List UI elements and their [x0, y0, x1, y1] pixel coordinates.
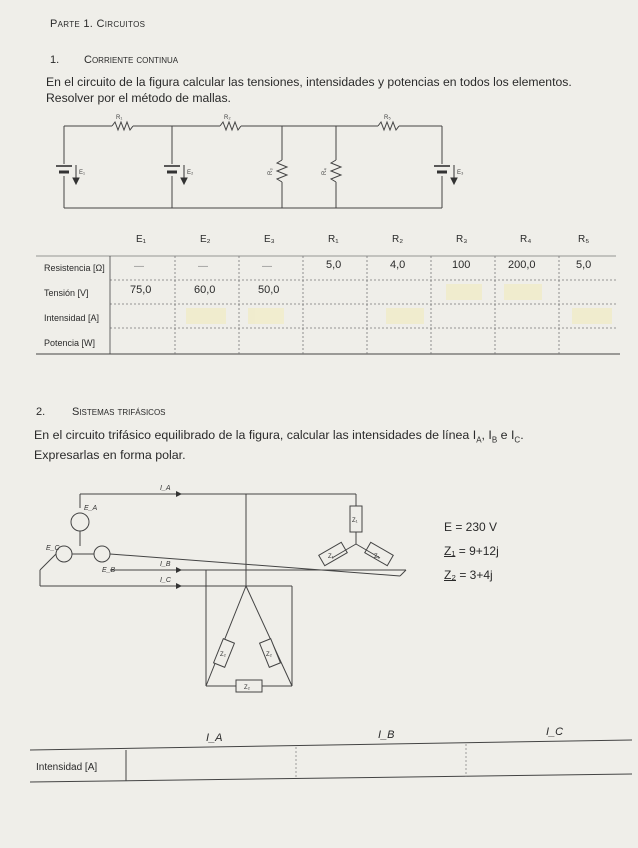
label-z1-c: Z₁ [374, 554, 380, 560]
section2-title: Sistemas trifásicos [72, 406, 166, 418]
row-label-tension: Tensión [V] [44, 288, 89, 298]
label-r5: R₅ [384, 115, 391, 121]
equation-z2: Z₂ = 3+4j [444, 568, 493, 582]
resistor-r2 [220, 122, 241, 130]
col-header-r5: R₅ [578, 234, 590, 245]
section1-number: 1. [50, 54, 60, 66]
col-header-e1: E₁ [136, 234, 147, 245]
resistor-r4 [331, 160, 341, 182]
cell-ten-e2: 60,0 [194, 284, 216, 296]
col-header-r2: R₂ [392, 234, 404, 245]
col-header-r3: R₃ [456, 234, 468, 245]
cell-res-e3: — [262, 261, 272, 272]
cell-ten-e3: 50,0 [258, 284, 280, 296]
section2-text-line1: En el circuito trifásico equilibrado de la figura, calcular las intensidades de línea $I_A$, $I_B$ e $I_C$. [34, 428, 524, 445]
three-phase-results-table [26, 722, 636, 788]
label-e3: E₃ [457, 170, 464, 176]
cell-res-r1: 5,0 [326, 259, 342, 271]
col-header-ic: I_C [546, 726, 564, 738]
label-z1-b: Z₁ [328, 554, 334, 560]
col-header-ib: I_B [378, 729, 395, 741]
label-z2-a: Z₂ [220, 652, 226, 658]
dc-results-table [36, 228, 620, 360]
resistor-r3 [277, 160, 287, 182]
label-z2-b: Z₂ [266, 652, 272, 658]
cell-ten-e1: 75,0 [130, 284, 152, 296]
cell-res-r5: 5,0 [576, 259, 592, 271]
col-header-r4: R₄ [520, 234, 532, 245]
label-r1: R₁ [116, 115, 123, 121]
cell-res-r4: 200,0 [508, 259, 536, 271]
equation-e: E = 230 V [444, 520, 498, 534]
row-label-intensidad-3f: Intensidad [A] [36, 762, 98, 773]
col-header-e2: E₂ [200, 234, 211, 245]
dc-circuit-diagram [50, 110, 470, 218]
section1-title: Corriente continua [84, 54, 179, 66]
cell-res-e2: — [198, 261, 208, 272]
label-r3: R₃ [268, 168, 274, 175]
label-eb: E_B [102, 567, 116, 574]
label-ea: E_A [84, 505, 98, 512]
source-eb [94, 546, 110, 562]
label-z1-a: Z₁ [352, 518, 358, 524]
row-label-potencia: Potencia [W] [44, 338, 96, 348]
equation-z1: Z₁ = 9+12j [444, 544, 499, 558]
section2-number: 2. [36, 406, 46, 418]
cell-res-e1: — [134, 261, 144, 272]
cell-res-r3: 100 [452, 259, 471, 271]
label-ic: I_C [160, 577, 171, 584]
row-label-resistencia: Resistencia [Ω] [44, 263, 105, 273]
label-e1: E₁ [79, 170, 86, 176]
label-ia: I_A [160, 485, 171, 492]
label-r4: R₄ [322, 168, 328, 175]
label-e2: E₂ [187, 170, 194, 176]
label-r2: R₂ [224, 115, 231, 121]
source-ea [71, 513, 89, 531]
resistor-r5 [378, 122, 399, 130]
section2-text-line2: Expresarlas en forma polar. [34, 448, 186, 462]
col-header-e3: E₃ [264, 234, 275, 245]
part-title: Parte 1. Circuitos [50, 18, 146, 30]
label-ib: I_B [160, 561, 171, 568]
section1-text-line1: En el circuito de la figura calcular las tensiones, intensidades y potencias en todos los elementos. [46, 75, 572, 89]
three-phase-diagram [36, 478, 416, 700]
row-label-intensidad: Intensidad [A] [44, 313, 100, 323]
section1-text-line2: Resolver por el método de mallas. [46, 91, 231, 105]
resistor-r1 [112, 122, 133, 130]
cell-res-r2: 4,0 [390, 259, 406, 271]
col-header-ia: I_A [206, 732, 223, 744]
label-ec: E_C [46, 545, 60, 552]
label-z2-c: Z₂ [244, 685, 250, 691]
col-header-r1: R₁ [328, 234, 339, 245]
